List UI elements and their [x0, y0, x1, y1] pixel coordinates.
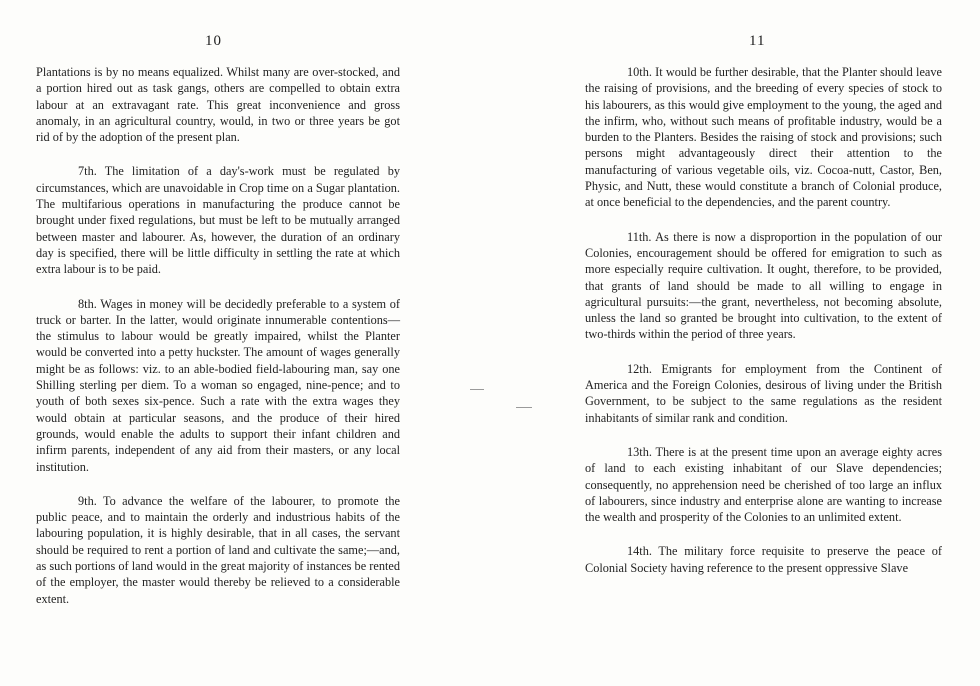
gutter-mark	[470, 389, 484, 390]
page-body	[36, 64, 400, 625]
paragraph: 9th. To advance the welfare of the labourer, to promote the public peace, and to maintain the orderly and industrious habits of the labouring population, it is highly desirable, that in all cases, the servant should be required to rent a portion of land and cultivate the same;—and, as such portions of land would in the great majority of instances be rented of the employer, the master would thereby be relieved to a considerable extent.	[36, 493, 400, 606]
paragraph: 12th. Emigrants for employment from the Continent of America and the Foreign Colonies, desirous of living under the British Government, to be subject to the same regulations as the resident inhabitants of similar rank and condition.	[585, 361, 942, 425]
paragraph: 8th. Wages in money will be decidedly preferable to a system of truck or barter. In the latter, would originate innumerable contentions—the stimulus to labour would be greatly impaired, whilst the Planter would be converted into a petty huckster. The amount of wages generally might be as follows: viz. to an able-bodied field-labouring man, say one Shilling sterling per diem. To a woman so engaged, nine-pence; and to youth of both sexes six-pence. Such a rate with the extra wages they would obtain at particular seasons, and the produce of their hired grounds, would enable the adults to support their infant children and infirm parents, independent of any aid from their masters, or any local institution.	[36, 296, 400, 474]
paragraph: 14th. The military force requisite to preserve the peace of Colonial Society having reference to the present oppressive Slave	[585, 544, 942, 575]
paragraph: 13th. There is at the present time upon an average eighty acres of land to each existing inhabitant of our Slave dependencies; consequently, no apprehension need be cherished of too large an influx of labourers, since industry and enterprise alone are wanting to increase the wealth and prosperity of the Colonies to an unlimited extent.	[585, 444, 942, 525]
paragraph: 7th. The limitation of a day's-work must be regulated by circumstances, which are unavoidable in Crop time on a Sugar plantation. The multifarious operations in manufacturing the produce cannot be brought under fixed regulations, but must be left to be mutually arranged between master and labourer. As, however, the duration of an ordinary day is specified, there will be little difficulty in settling the rate at which extra labour is to be paid.	[36, 164, 400, 277]
page-body	[585, 64, 942, 594]
paragraph: 10th. It would be further desirable, that the Planter should leave the raising of provisions, and the breeding of every species of stock to his labourers, as this would give employment to the young, the aged and the infirm, who, without such means of profitable industry, would be a burden to the Planters. Besides the raising of stock and provisions; such persons might advantageously direct their attention to the manufacturing of various vegetable oils, viz. Cocoa-nutt, Castor, Ben, Physic, and Nutt, these would constitute a branch of Colonial produce, at once beneficial to the dependencies, and the parent country.	[585, 65, 942, 210]
page-number: 10	[205, 33, 222, 49]
paragraph: 11th. As there is now a disproportion in the population of our Colonies, encouragement should be offered for emigration to such as more especially require cultivation. It ought, therefore, to be provided, that grants of land should be made to all willing to engage in agricultural pursuits:—the grant, nevertheless, not becoming absolute, unless the land so granted be brought into cultivation, to the extent of two-thirds within the period of three years.	[585, 229, 942, 342]
right-page	[490, 0, 980, 686]
paragraph: Plantations is by no means equalized. Whilst many are over-stocked, and a portion hired out as task gangs, others are compelled to obtain extra labour at an extravagant rate. This great inconvenience and gross anomaly, in an agricultural country, would, in two or three years be got rid of by the adoption of the present plan.	[36, 65, 400, 145]
page-number: 11	[749, 33, 766, 49]
